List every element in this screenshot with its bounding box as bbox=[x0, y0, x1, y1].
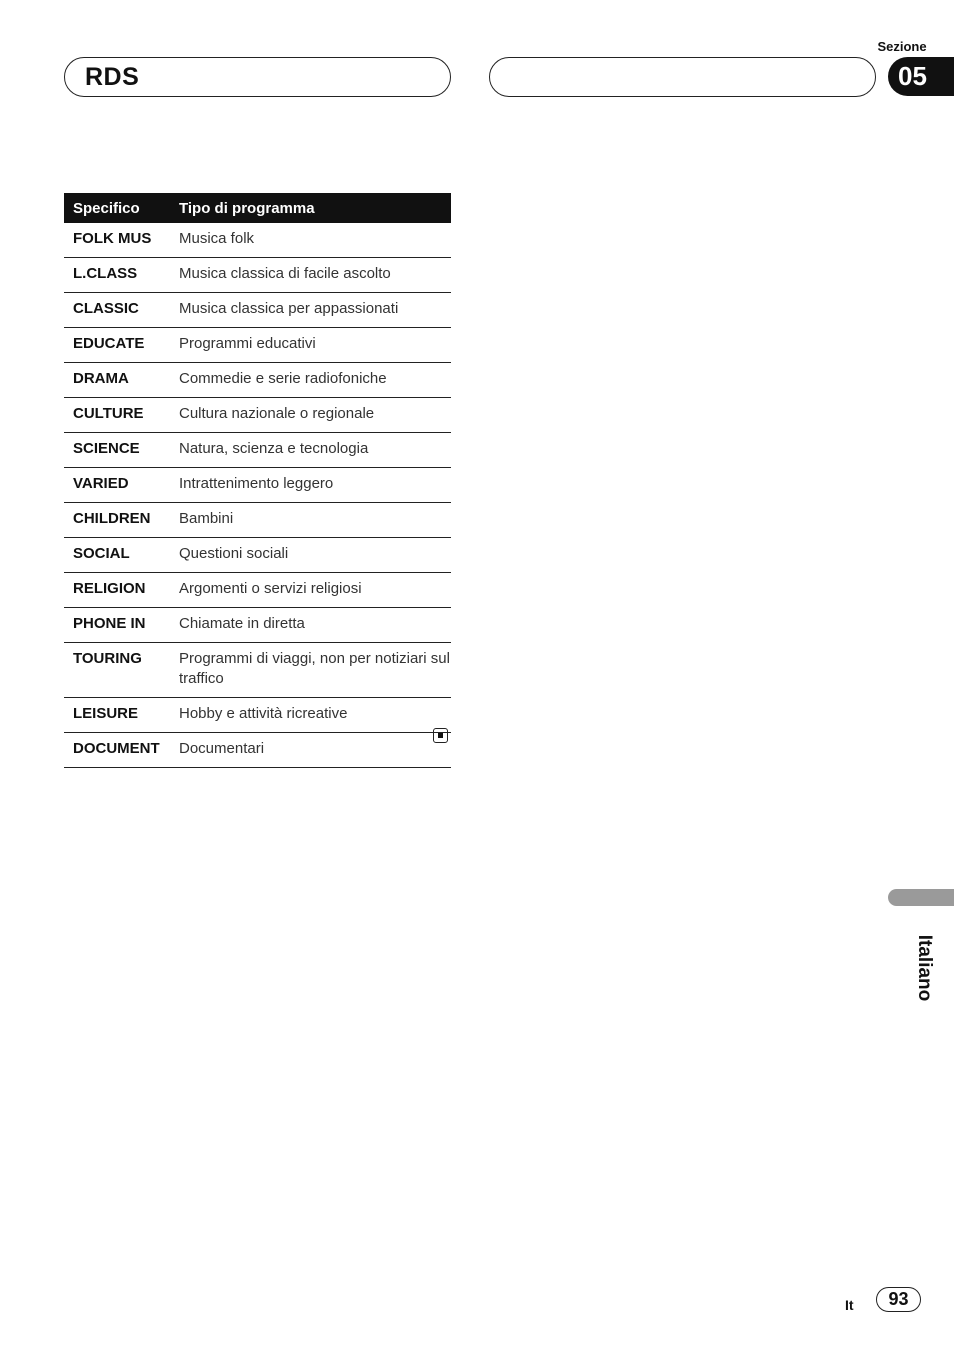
table-row bbox=[64, 258, 451, 293]
program-description: Commedie e serie radiofoniche bbox=[171, 363, 451, 398]
program-description: Musica classica di facile ascolto bbox=[171, 258, 451, 293]
table-row bbox=[64, 733, 451, 768]
end-of-section-icon bbox=[433, 728, 448, 743]
language-code: It bbox=[845, 1297, 854, 1313]
program-description: Natura, scienza e tecnologia bbox=[171, 433, 451, 468]
program-code: TOURING bbox=[64, 643, 171, 698]
table-header-row bbox=[64, 193, 451, 223]
program-description: Musica classica per appassionati bbox=[171, 293, 451, 328]
table-row bbox=[64, 223, 451, 258]
program-code: DOCUMENT bbox=[64, 733, 171, 768]
section-tab bbox=[888, 57, 954, 96]
program-code: EDUCATE bbox=[64, 328, 171, 363]
column-header-specifico: Specifico bbox=[64, 193, 171, 223]
section-subtitle-frame bbox=[489, 57, 876, 97]
program-code: CLASSIC bbox=[64, 293, 171, 328]
section-label: Sezione bbox=[877, 39, 927, 54]
program-code: SCIENCE bbox=[64, 433, 171, 468]
program-description: Musica folk bbox=[171, 223, 451, 258]
page-title: RDS bbox=[85, 63, 140, 91]
page-number-badge bbox=[876, 1287, 921, 1312]
table-row bbox=[64, 433, 451, 468]
program-description: Hobby e attività ricreative bbox=[171, 698, 451, 733]
program-code: SOCIAL bbox=[64, 538, 171, 573]
program-code: DRAMA bbox=[64, 363, 171, 398]
program-description: Chiamate in diretta bbox=[171, 608, 451, 643]
table-row bbox=[64, 503, 451, 538]
column-header-tipo: Tipo di programma bbox=[171, 193, 451, 223]
table-row bbox=[64, 573, 451, 608]
language-label: Italiano bbox=[914, 934, 935, 1002]
program-description: Cultura nazionale o regionale bbox=[171, 398, 451, 433]
section-number: 05 bbox=[898, 61, 927, 91]
table-row bbox=[64, 608, 451, 643]
program-code: VARIED bbox=[64, 468, 171, 503]
end-mark-dot bbox=[438, 733, 443, 738]
program-type-table bbox=[64, 193, 451, 768]
program-description: Intrattenimento leggero bbox=[171, 468, 451, 503]
program-code: L.CLASS bbox=[64, 258, 171, 293]
table-row bbox=[64, 293, 451, 328]
program-code: FOLK MUS bbox=[64, 223, 171, 258]
table-row bbox=[64, 398, 451, 433]
program-description: Argomenti o servizi religiosi bbox=[171, 573, 451, 608]
program-description: Programmi educativi bbox=[171, 328, 451, 363]
program-code: PHONE IN bbox=[64, 608, 171, 643]
program-code: CULTURE bbox=[64, 398, 171, 433]
section-title-frame bbox=[64, 57, 451, 97]
program-code: CHILDREN bbox=[64, 503, 171, 538]
language-tab bbox=[888, 889, 954, 906]
table-row bbox=[64, 468, 451, 503]
table-row bbox=[64, 363, 451, 398]
page-number: 93 bbox=[888, 1289, 909, 1309]
table-row bbox=[64, 328, 451, 363]
program-code: LEISURE bbox=[64, 698, 171, 733]
program-description: Programmi di viaggi, non per notiziari sul traffico bbox=[171, 643, 451, 698]
table-row bbox=[64, 698, 451, 733]
program-description: Questioni sociali bbox=[171, 538, 451, 573]
program-description: Documentari bbox=[171, 733, 451, 768]
program-code: RELIGION bbox=[64, 573, 171, 608]
table-row bbox=[64, 538, 451, 573]
program-description: Bambini bbox=[171, 503, 451, 538]
table-row bbox=[64, 643, 451, 698]
